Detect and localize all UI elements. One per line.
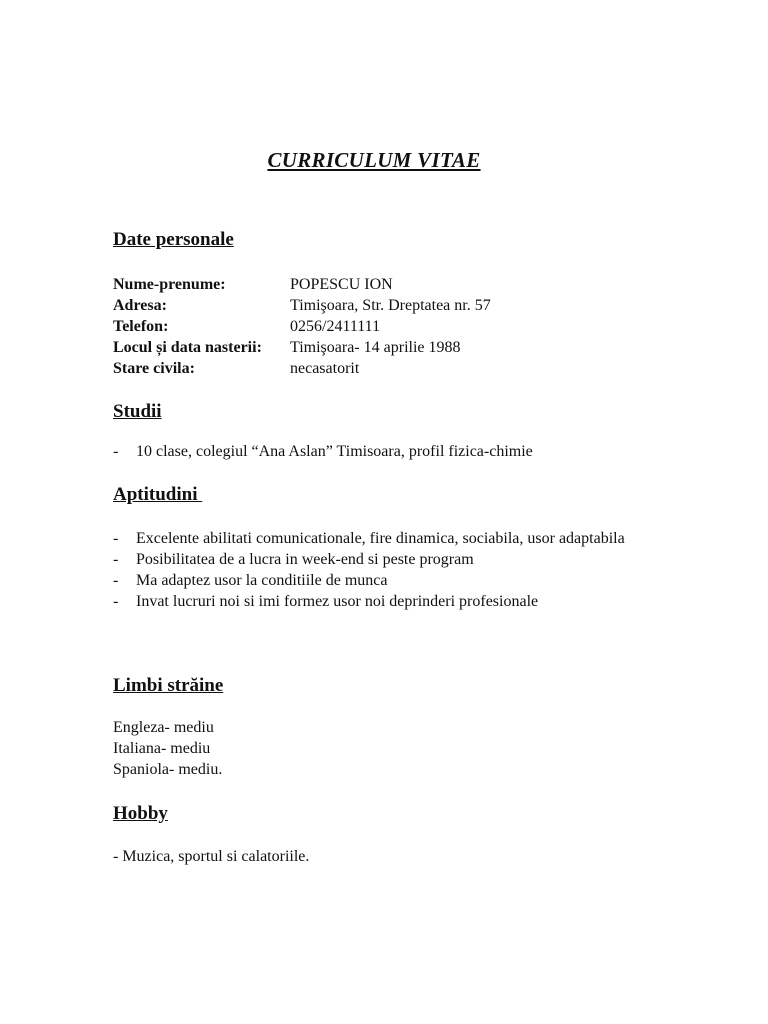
personal-value: 0256/2411111 [290, 318, 381, 335]
personal-value: Timişoara, Str. Dreptatea nr. 57 [290, 297, 491, 314]
personal-label: Locul și data nasterii: [113, 339, 262, 356]
list-item [113, 570, 657, 591]
list-item-text: 10 clase, colegiul “Ana Aslan” Timisoara, profil fizica-chimie [136, 443, 533, 460]
list-item-text: Ma adaptez usor la conditiile de munca [136, 572, 388, 589]
personal-label: Adresa: [113, 297, 167, 314]
language-item: Engleza- mediu [113, 719, 214, 736]
language-item: Italiana- mediu [113, 740, 211, 757]
personal-row-civil-status [113, 358, 673, 379]
list-item-text: Posibilitatea de a lucra in week-end si peste program [136, 551, 474, 568]
languages-list [113, 717, 222, 780]
dash-bullet: - [113, 551, 119, 568]
dash-bullet: - [113, 572, 119, 589]
personal-row-address [113, 295, 673, 316]
list-item [113, 441, 657, 462]
personal-label: Telefon: [113, 318, 169, 335]
personal-value: Timişoara- 14 aprilie 1988 [290, 339, 461, 356]
list-item-text: Excelente abilitati comunicationale, fire dinamica, sociabila, usor adaptabila [136, 530, 625, 547]
personal-value: necasatorit [290, 360, 360, 377]
personal-value: POPESCU ION [290, 276, 393, 293]
skills-list [113, 528, 657, 612]
personal-label: Nume-prenume: [113, 276, 226, 293]
personal-row-phone [113, 316, 673, 337]
dash-bullet: - [113, 593, 119, 610]
dash-bullet: - [113, 530, 119, 547]
document-title: CURRICULUM VITAE [267, 148, 481, 172]
list-item [113, 528, 657, 549]
section-heading-studies: Studii [113, 401, 162, 422]
section-heading-skills [113, 484, 283, 506]
personal-row-birth [113, 337, 673, 358]
list-item-text: Invat lucruri noi si imi formez usor noi deprinderi profesionale [136, 593, 539, 610]
list-item [113, 591, 657, 612]
hobby-text: - Muzica, sportul si calatoriile. [113, 848, 310, 865]
section-heading-personal: Date personale [113, 229, 234, 250]
personal-label: Stare civila: [113, 360, 195, 377]
section-heading-hobby: Hobby [113, 803, 168, 824]
personal-details-table [113, 274, 673, 379]
heading-underline-trail [197, 484, 283, 506]
dash-bullet: - [113, 443, 119, 460]
language-item: Spaniola- mediu. [113, 761, 223, 778]
personal-row-name [113, 274, 673, 295]
studies-list [113, 441, 657, 462]
section-heading-languages: Limbi străine [113, 675, 224, 696]
list-item [113, 549, 657, 570]
section-heading-skills-label: Aptitudini [113, 484, 198, 505]
